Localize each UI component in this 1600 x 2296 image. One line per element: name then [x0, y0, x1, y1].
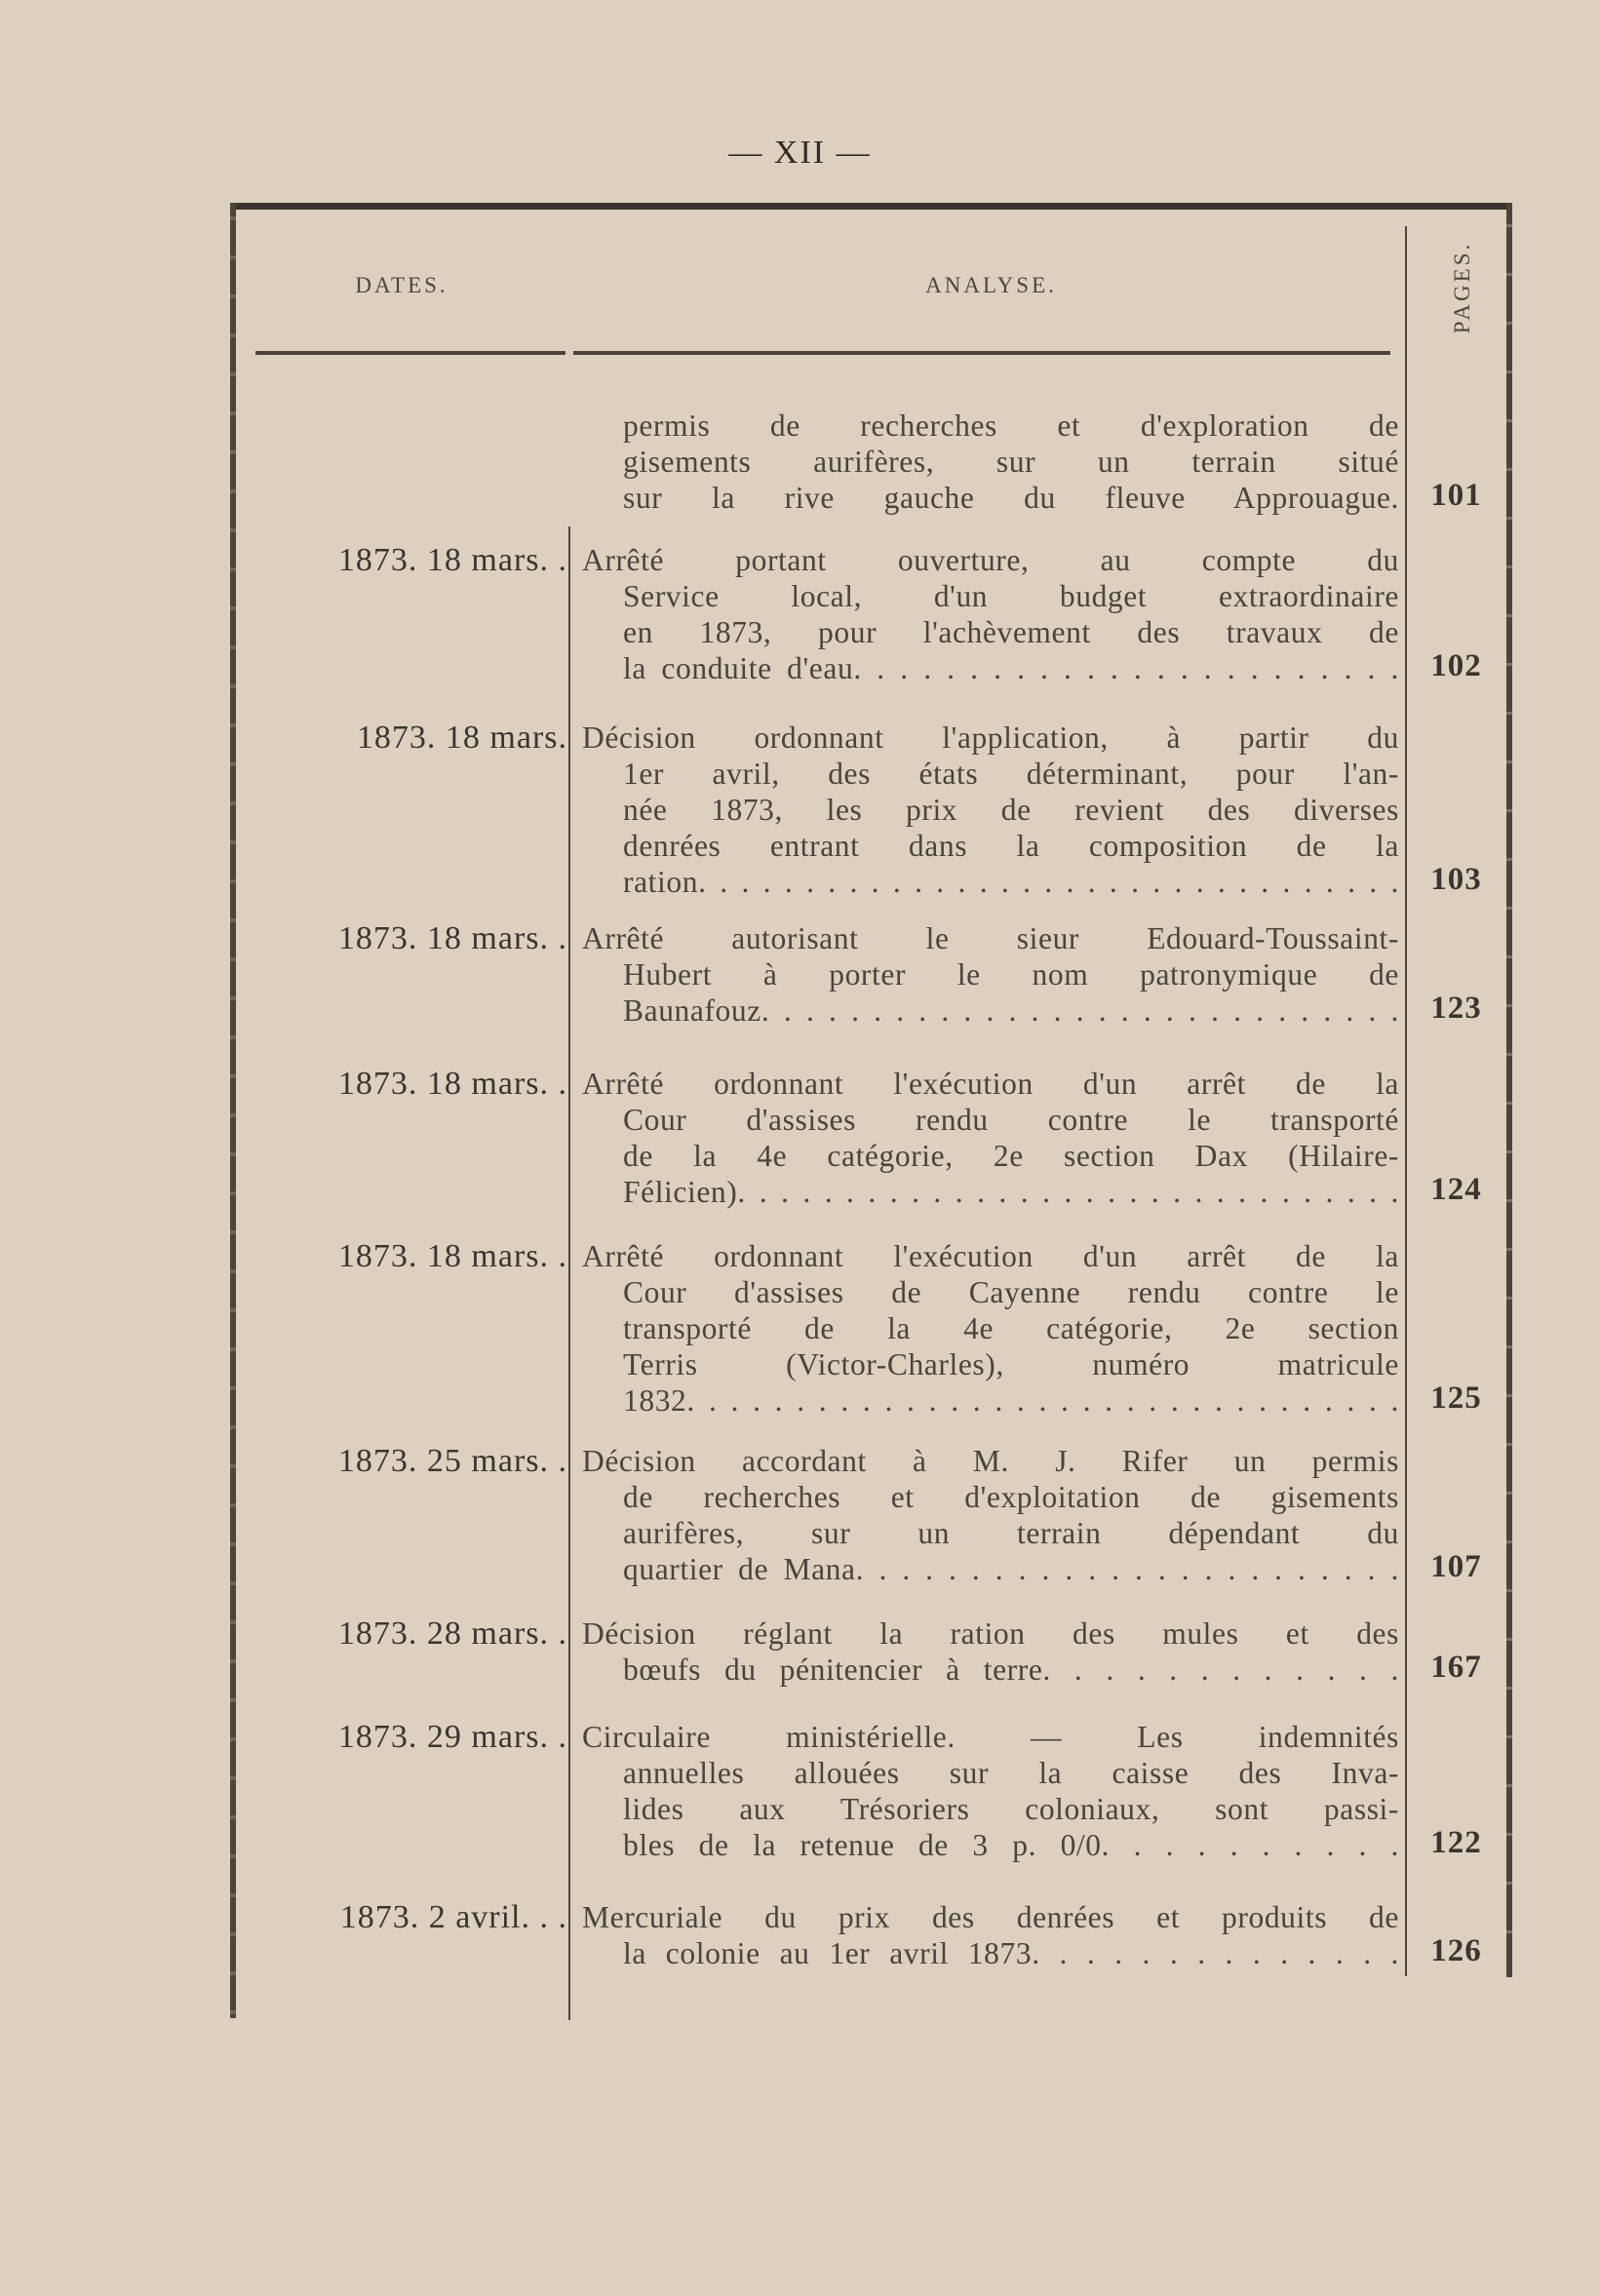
analyse-line: en 1873, pour l'achèvement des travaux de — [623, 615, 1399, 649]
analyse-line: Cour d'assises rendu contre le transporté — [623, 1103, 1399, 1137]
row-analyse — [582, 408, 1399, 516]
analyse-line: aurifères, sur un terrain dépendant du — [623, 1516, 1399, 1550]
header-analyse: ANALYSE. — [925, 273, 1057, 297]
header-rule-analyse — [573, 351, 1390, 355]
table-header — [236, 205, 1506, 361]
analyse-line: Décision réglant la ration des mules et des — [582, 1616, 1399, 1651]
frame-right-border — [1506, 203, 1512, 1977]
row-page-number: 102 — [1430, 648, 1482, 683]
row-page-number: 122 — [1430, 1825, 1482, 1860]
analyse-line: 1er avril, des états déterminant, pour l'an- — [623, 757, 1399, 791]
row-date: 1873. 18 mars. — [356, 720, 567, 756]
analyse-line: permis de recherches et d'exploration de — [623, 409, 1399, 443]
analyse-line: Arrêté ordonnant l'exécution d'un arrêt de la — [582, 1067, 1399, 1101]
row-page-number: 101 — [1430, 478, 1482, 513]
analyse-line: la colonie au 1er avril 1873. . . . . . . . . . . . . . — [623, 1936, 1399, 1970]
analyse-line: sur la rive gauche du fleuve Approuague. — [623, 481, 1399, 515]
row-analyse — [582, 1238, 1399, 1419]
analyse-line: denrées entrant dans la composition de la — [623, 829, 1399, 863]
row-analyse — [582, 720, 1399, 900]
header-pages-label: PAGES. — [1450, 241, 1474, 334]
analyse-line: Félicien). . . . . . . . . . . . . . . . . . . . . . . . . . . . . . . — [623, 1175, 1399, 1209]
column-divider-dates — [568, 526, 570, 2020]
header-rule-dates — [255, 351, 566, 355]
row-date: 1873. 29 mars. . — [337, 1719, 567, 1755]
row-page-number: 103 — [1430, 862, 1482, 897]
analyse-line: Cour d'assises de Cayenne rendu contre le — [623, 1275, 1399, 1309]
analyse-line: bœufs du pénitencier à terre. . . . . . . . . . . . — [623, 1653, 1399, 1687]
row-analyse — [582, 1066, 1399, 1210]
analyse-line: transporté de la 4e catégorie, 2e section — [623, 1311, 1399, 1345]
row-analyse — [582, 1719, 1399, 1863]
analyse-line: ration. . . . . . . . . . . . . . . . . . . . . . . . . . . . . . . . . — [623, 865, 1399, 899]
analyse-line: Arrêté portant ouverture, au compte du — [582, 543, 1399, 577]
row-page-number: 123 — [1430, 991, 1482, 1026]
header-dates: DATES. — [355, 273, 449, 297]
row-date: 1873. 18 mars. . — [337, 1238, 567, 1274]
row-date: 1873. 18 mars. . — [337, 920, 567, 956]
analyse-line: lides aux Trésoriers coloniaux, sont passi- — [623, 1792, 1399, 1826]
row-analyse — [582, 1443, 1399, 1587]
analyse-line: la conduite d'eau. . . . . . . . . . . . . . . . . . . . . . . . — [623, 651, 1399, 685]
row-analyse — [582, 1615, 1399, 1688]
row-page-number: 167 — [1430, 1650, 1482, 1685]
analyse-line: Hubert à porter le nom patronymique de — [623, 957, 1399, 992]
row-date: 1873. 28 mars. . — [337, 1615, 567, 1652]
row-analyse — [582, 920, 1399, 1029]
analyse-line: de recherches et d'exploitation de gisements — [623, 1480, 1399, 1514]
analyse-line: née 1873, les prix de revient des diverses — [623, 793, 1399, 827]
row-date: 1873. 2 avril. . . — [339, 1899, 567, 1935]
analyse-line: quartier de Mana. . . . . . . . . . . . . . . . . . . . . . . . — [623, 1552, 1399, 1586]
analyse-line: Circulaire ministérielle. — Les indemnités — [582, 1720, 1399, 1754]
analyse-line: Baunafouz. . . . . . . . . . . . . . . . . . . . . . . . . . . . . — [623, 993, 1399, 1028]
analyse-line: Arrêté autorisant le sieur Edouard-Toussaint- — [582, 921, 1399, 955]
analyse-line: gisements aurifères, sur un terrain situé — [623, 445, 1399, 479]
analyse-line: de la 4e catégorie, 2e section Dax (Hilaire- — [623, 1139, 1399, 1173]
row-page-number: 126 — [1430, 1933, 1482, 1968]
page-number: — XII — — [728, 135, 872, 171]
row-date: 1873. 25 mars. . — [337, 1443, 567, 1479]
analyse-line: Service local, d'un budget extraordinaire — [623, 579, 1399, 613]
row-page-number: 124 — [1430, 1172, 1482, 1207]
analyse-line: Décision ordonnant l'application, à partir du — [582, 720, 1399, 755]
row-date: 1873. 18 mars. . — [337, 542, 567, 578]
row-page-number: 125 — [1430, 1381, 1482, 1416]
row-analyse — [582, 542, 1399, 686]
analyse-line: Décision accordant à M. J. Rifer un permis — [582, 1444, 1399, 1478]
analyse-line: annuelles allouées sur la caisse des Inva- — [623, 1756, 1399, 1790]
analyse-line: Mercuriale du prix des denrées et produits de — [582, 1900, 1399, 1934]
analyse-line: 1832. . . . . . . . . . . . . . . . . . . . . . . . . . . . . . . . . — [623, 1383, 1399, 1418]
header-pages — [1424, 224, 1502, 351]
row-page-number: 107 — [1430, 1549, 1482, 1584]
row-date: 1873. 18 mars. . — [337, 1066, 567, 1102]
row-analyse — [582, 1899, 1399, 1971]
analyse-line: bles de la retenue de 3 p. 0/0. . . . . . . . . . — [623, 1828, 1399, 1862]
analyse-line: Terris (Victor-Charles), numéro matricule — [623, 1347, 1399, 1381]
analyse-line: Arrêté ordonnant l'exécution d'un arrêt de la — [582, 1239, 1399, 1273]
